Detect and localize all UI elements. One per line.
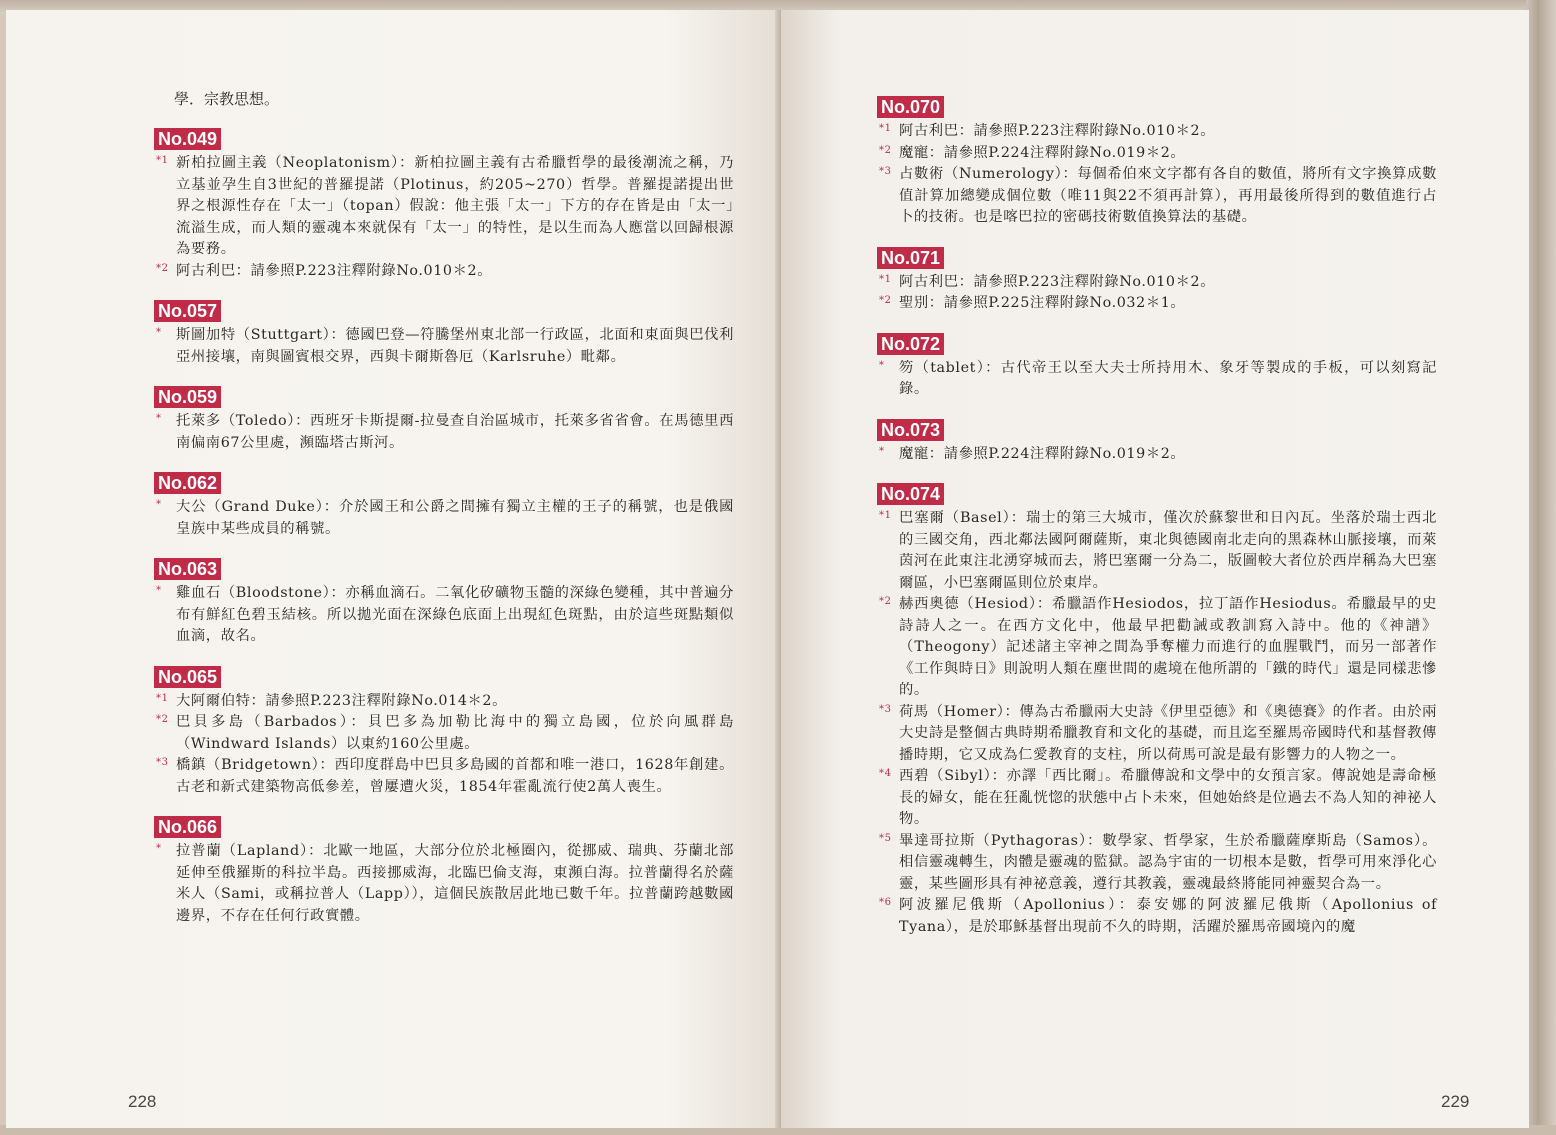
footnote (877, 143, 1437, 165)
footnote-text: 荷馬（Homer）：傳為古希臘兩大史詩《伊里亞德》和《奧德賽》的作者。由於兩大史詩是整個古典時期希臘教育和文化的基礎，而且迄至羅馬帝國時代和基督教傳播時期，它又成為仁愛教育的支柱，所以荷馬可說是最有影響力的人物之一。 (899, 703, 1437, 763)
note-entry (154, 128, 734, 282)
footnote-marker: * (156, 585, 162, 596)
page-number: 229 (1441, 1092, 1470, 1111)
footnote-text: 占數術（Numerology）：每個希伯來文字都有各自的數值，將所有文字換算成數值計算加總變成個位數（唯11與22不須再計算），再用最後所得到的數值進行占卜的技術。也是喀巴拉的密碼技術數值換算法的基礎。 (899, 166, 1437, 225)
note-entry (154, 386, 734, 454)
entry-number-badge: No.062 (154, 472, 221, 494)
footnote-marker: *2 (156, 262, 169, 274)
footnote-text: 聖別：請參照P.225注釋附錄No.032＊1。 (899, 295, 1186, 311)
right-page (781, 10, 1529, 1128)
footnote-marker: *6 (879, 897, 892, 908)
right-notes-column (877, 96, 1437, 956)
footnote-text: 拉普蘭（Lapland）：北歐一地區，大部分位於北極圈內，從挪威、瑞典、芬蘭北部延伸至俄羅斯的科拉半島。西接挪威海，北臨巴倫支海，東瀕白海。拉普蘭得名於薩米人（Sami，或稱拉普人（Lapp）），這個民族散居此地已數千年。拉普蘭跨越數國邊界，不存在任何行政實體。 (176, 843, 734, 924)
footnote-text: 阿古利巴：請參照P.223注釋附錄No.010＊2。 (176, 262, 493, 279)
entry-number-badge: No.070 (877, 96, 944, 118)
footnote (877, 831, 1437, 896)
footnote-marker: *2 (879, 295, 892, 306)
footnote-marker: * (156, 499, 162, 510)
footnote (877, 594, 1437, 702)
footnote (877, 164, 1437, 229)
footnote-text: 大阿爾伯特：請參照P.223注釋附錄No.014＊2。 (176, 692, 508, 709)
footnote-marker: * (879, 445, 885, 457)
footnote (154, 497, 734, 540)
left-notes-column (154, 88, 734, 945)
entry-number-badge: No.065 (154, 666, 221, 688)
footnote (154, 691, 734, 713)
footnote-text: 橋鎮（Bridgetown）：西印度群島中巴貝多島國的首都和唯一港口，1628年創建。古老和新式建築物高低參差，曾屢遭火災，1854年霍亂流行使2萬人喪生。 (176, 757, 734, 795)
footnote-text: 笏（tablet）：古代帝王以至大夫士所持用木、象牙等製成的手板，可以刻寫記錄。 (899, 359, 1437, 397)
footnote-text: 赫西奧德（Hesiod）：希臘語作Hesiodos，拉丁語作Hesiodus。希臘最早的史詩詩人之一。在西方文化中，他最早把勸誡或教訓寫入詩中。他的《神譜》（Theogony）記述諸主宰神之間為爭奪權力而進行的血腥戰鬥，而另一部著作《工作與時日》則說明人類在塵世間的處境在他所謂的「鐵的時代」還是同樣悲慘的。 (899, 596, 1437, 698)
footnote-marker: * (156, 413, 162, 424)
footnote (877, 293, 1437, 315)
footnote (154, 325, 734, 368)
footnote-marker: *4 (879, 768, 892, 779)
note-entry (877, 483, 1437, 938)
footnote-marker: * (156, 843, 162, 854)
entry-number-badge: No.063 (154, 558, 221, 580)
footnote (877, 702, 1437, 767)
footnote-marker: *1 (156, 692, 169, 704)
footnote-text: 阿波羅尼俄斯（Apollonius）：泰安娜的阿波羅尼俄斯（Apollonius of Tyana），是於耶穌基督出現前不久的時期，活躍於羅馬帝國境內的魔 (899, 897, 1437, 935)
footnote-text: 巴貝多島（Barbados）：貝巴多為加勒比海中的獨立島國，位於向風群島（Windward Islands）以東約160公里處。 (176, 714, 734, 752)
entry-number-badge: No.073 (877, 419, 944, 441)
footnote-marker: *3 (879, 703, 892, 715)
page-number: 228 (128, 1092, 157, 1111)
note-entry (154, 666, 734, 799)
footnote (877, 766, 1437, 831)
footnote-text: 畢達哥拉斯（Pythagoras）：數學家、哲學家，生於希臘薩摩斯島（Samos）。相信靈魂轉生，肉體是靈魂的監獄。認為宇宙的一切根本是數，哲學可用來淨化心靈，某些圖形具有神祕意義，遵行其教義，靈魂最終將能同神靈契合為一。 (899, 832, 1437, 892)
footnote-marker: *2 (879, 596, 892, 607)
footnote (154, 755, 734, 798)
entry-number-badge: No.059 (154, 386, 221, 408)
footnote-text: 巴塞爾（Basel）：瑞士的第三大城市，僅次於蘇黎世和日內瓦。坐落於瑞士西北的三國交角，西北鄰法國阿爾薩斯，東北與德國南北走向的黑森林山脈接壤，而萊茵河在此東注北湧穿城而去，將巴塞爾一分為二，版圖較大者位於西岸稱為大巴塞爾區，小巴塞爾區則位於東岸。 (899, 510, 1437, 591)
entry-number-badge: No.074 (877, 483, 944, 505)
footnote (877, 272, 1437, 294)
note-entry (877, 96, 1437, 229)
note-entry (154, 558, 734, 648)
footnote-marker: *1 (156, 155, 169, 166)
note-entry (154, 472, 734, 540)
footnote (154, 411, 734, 454)
footnote-marker: *1 (879, 273, 892, 285)
book-page-edges (1526, 0, 1556, 1135)
entry-number-badge: No.057 (154, 300, 221, 322)
footnote-marker: *3 (879, 166, 892, 177)
footnote-text: 阿古利巴：請參照P.223注釋附錄No.010＊2。 (899, 273, 1216, 290)
note-entry (877, 247, 1437, 315)
entry-number-badge: No.072 (877, 333, 944, 355)
footnote (154, 153, 734, 261)
note-entry (154, 300, 734, 368)
footnote-marker: * (879, 359, 885, 371)
footnote-text: 魔寵：請參照P.224注釋附錄No.019＊2。 (899, 144, 1186, 161)
footnote (877, 358, 1437, 401)
footnote (154, 583, 734, 648)
footnote-text: 大公（Grand Duke）：介於國王和公爵之間擁有獨立主權的王子的稱號，也是俄國皇族中某些成員的稱號。 (176, 499, 734, 537)
footnote-text: 新柏拉圖主義（Neoplatonism）：新柏拉圖主義有古希臘哲學的最後潮流之稱，乃立基並孕生自3世紀的普羅提諾（Plotinus，約205~270）哲學。普羅提諾提出世界之根源性存在「太一」（topan）假說：他主張「太一」下方的存在皆是由「太一」流溢生成，而人類的靈魂本來就保有「太一」的特性，是以生而為人應當以回歸根源為要務。 (176, 155, 734, 257)
footnote-text: 斯圖加特（Stuttgart）：德國巴登—符騰堡州東北部一行政區，北面和東面與巴伐利亞州接壤，南與圖賓根交界，西與卡爾斯魯厄（Karlsruhe）毗鄰。 (176, 327, 734, 365)
footnote (154, 841, 734, 927)
footnote-text: 阿古利巴：請參照P.223注釋附錄No.010＊2。 (899, 123, 1216, 139)
entry-number-badge: No.071 (877, 247, 944, 269)
footnote (154, 712, 734, 755)
footnote-marker: *2 (879, 144, 892, 156)
continued-text: 學．宗教思想。 (174, 90, 280, 108)
footnote-marker: *5 (879, 832, 892, 844)
footnote-marker: * (156, 327, 162, 338)
footnote-text: 雞血石（Bloodstone）：亦稱血滴石。二氧化矽礦物玉髓的深綠色變種，其中普遍分布有鮮紅色碧玉結核。所以拋光面在深綠色底面上出現紅色斑點，由於這些斑點類似血滴，故名。 (176, 585, 734, 644)
footnote-text: 西碧（Sibyl）：亦譯「西比爾」。希臘傳說和文學中的女預言家。傳說她是壽命極長的婦女，能在狂亂恍惚的狀態中占卜未來，但她始終是位過去不為人知的神祕人物。 (899, 768, 1437, 827)
footnote (877, 508, 1437, 594)
footnote-text: 托萊多（Toledo）：西班牙卡斯提爾-拉曼查自治區城市，托萊多省省會。在馬德里西南偏南67公里處，瀕臨塔古斯河。 (176, 413, 734, 451)
footnote-text: 魔寵：請參照P.224注釋附錄No.019＊2。 (899, 445, 1186, 462)
note-entry (154, 816, 734, 927)
note-entry (877, 333, 1437, 401)
note-entry (877, 419, 1437, 466)
entry-number-badge: No.066 (154, 816, 221, 838)
footnote (877, 895, 1437, 938)
left-page (6, 10, 781, 1128)
footnote-marker: *3 (156, 757, 169, 768)
footnote-marker: *1 (879, 123, 892, 134)
footnote (154, 261, 734, 283)
footnote (877, 444, 1437, 466)
footnote-marker: *1 (879, 510, 892, 521)
footnote (877, 121, 1437, 143)
entry-number-badge: No.049 (154, 128, 221, 150)
footnote-marker: *2 (156, 714, 169, 725)
